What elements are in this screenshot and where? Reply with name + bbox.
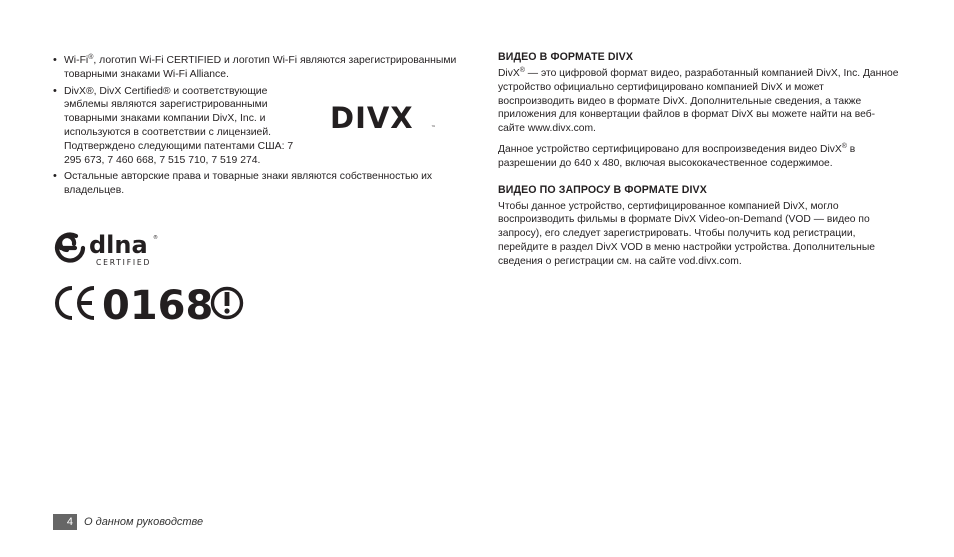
section-title-divx-vod: ВИДЕО ПО ЗАПРОСУ В ФОРМАТЕ DIVX	[498, 183, 707, 196]
alert-circle-icon	[213, 289, 242, 318]
wifi-text-a: Wi-Fi	[64, 55, 89, 66]
divx-tm: ™	[431, 125, 436, 131]
dlna-text: dlna	[89, 231, 148, 259]
dlna-logo-icon	[52, 228, 162, 268]
left-column	[52, 54, 457, 201]
list-item-other	[52, 170, 457, 198]
ce-mark-icon	[52, 281, 247, 325]
divx-cert-a: Данное устройство сертифицировано для воспроизведения видео DivX	[498, 143, 842, 155]
page-footer	[53, 514, 203, 530]
wifi-reg-mark: ®	[88, 54, 94, 61]
divx-cert-reg: ®	[841, 142, 847, 150]
other-trademarks-text: Остальные авторские права и товарные знаки являются собственностью их владельцев.	[64, 171, 433, 197]
divx-logo	[330, 102, 438, 137]
divx-trademark-text: DivX®, DivX Certified® и соответствующие эмблемы являются зарегистрированными товарными знаками компании DivX, Inc. и используются в соответствии с лицензией. Подтверждено следующими патентами США: 7 295 673, 7 460 668, 7 515 710, 7 519 274.	[64, 85, 294, 166]
dlna-certified-text: CERTIFIED	[96, 258, 152, 267]
list-item-wifi	[52, 54, 457, 82]
list-item-divx	[52, 85, 309, 168]
page-number: 4	[53, 514, 77, 530]
section-title-divx-video: ВИДЕО В ФОРМАТЕ DIVX	[498, 51, 634, 63]
divx-logo-text: DIVX	[330, 102, 414, 132]
divx-desc-b: — это цифровой формат видео, разработанный компанией DivX, Inc. Данное устройство официально сертифицировано компанией DivX и может воспроизводить видео в формате DivX. Дополнительные сведения, а также приложения для конвертации файлов в формат DivX вы можете найти на веб-сайте www.divx.com.	[498, 68, 899, 135]
divx-description-paragraph	[498, 67, 900, 136]
divx-vod-paragraph: Чтобы данное устройство, сертифицированное компанией DivX, могло воспроизводить фильмы в формате DivX Video-on-Demand (VOD — видео по запросу), его следует зарегистрировать. Чтобы получить код регистрации, перейдите в раздел DivX VOD в меню настройки устройства. Дополнительные сведения о регистрации см. на сайте vod.divx.com.	[498, 200, 875, 267]
ce-mark	[52, 281, 247, 330]
dlna-reg: ®	[153, 235, 158, 241]
wifi-text-b: , логотип Wi-Fi CERTIFIED и логотип Wi-Fi являются зарегистрированными товарными знаками Wi-Fi Alliance.	[64, 55, 457, 80]
divx-logo-icon	[330, 102, 438, 132]
divx-cert-b: в разрешении до 640 x 480, включая высококачественное содержимое.	[498, 143, 856, 169]
dlna-emblem-icon	[57, 235, 83, 261]
divx-certified-paragraph	[498, 143, 900, 171]
dlna-certified-logo	[52, 228, 162, 273]
footer-section-name: О данном руководстве	[84, 516, 204, 528]
ce-number: 0168	[102, 283, 214, 325]
right-column	[498, 51, 900, 276]
ce-letters-icon	[57, 288, 94, 318]
divx-desc-a: DivX	[498, 68, 520, 79]
divx-desc-reg: ®	[519, 67, 525, 74]
